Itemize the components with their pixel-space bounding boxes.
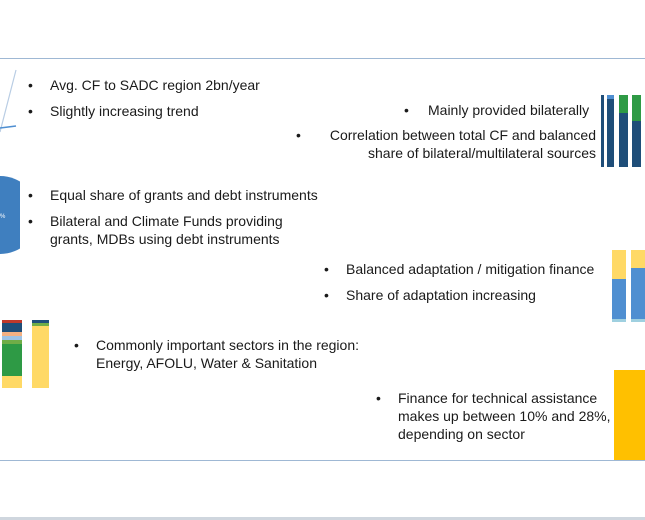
bottom-divider	[0, 460, 645, 461]
bullet-equal-share	[28, 186, 348, 204]
bullet-bilateral-climate-funds	[28, 212, 318, 248]
bullet-glyph: •	[404, 102, 409, 118]
bullet-glyph: •	[376, 390, 381, 406]
bullet-glyph: •	[74, 337, 79, 353]
bullet-adaptation-increasing	[324, 286, 614, 304]
bullet-text: Avg. CF to SADC region 2bn/year	[50, 77, 260, 93]
bullet-glyph: •	[28, 103, 33, 119]
bullet-glyph: •	[324, 261, 329, 277]
bullet-text: Bilateral and Climate Funds providing grants, MDBs using debt instruments	[50, 213, 283, 247]
bullet-mainly-bilateral	[404, 101, 596, 119]
sources-stacked-bars-fragment	[601, 95, 645, 167]
bullet-glyph: •	[28, 77, 33, 93]
bullet-text: Mainly provided bilaterally	[428, 102, 590, 118]
bullet-balanced-adaptation	[324, 260, 614, 278]
bullet-text: Share of adaptation increasing	[346, 287, 536, 303]
bullet-text: Balanced adaptation / mitigation finance	[346, 261, 595, 277]
trend-line-chart-fragment	[0, 68, 18, 134]
top-divider	[0, 58, 645, 59]
bullet-increasing-trend	[28, 102, 328, 120]
bullet-avg-cf	[28, 76, 328, 94]
svg-text:%: %	[0, 214, 6, 220]
bullet-text: Finance for technical assistance makes up between 10% and 28%, depending on sector	[398, 390, 611, 442]
sectors-stacked-bars-fragment	[0, 320, 52, 388]
bullet-glyph: •	[28, 213, 33, 229]
bullet-text: Commonly important sectors in the region: Energy, AFOLU, Water & Sanitation	[96, 337, 359, 371]
bullet-text: Equal share of grants and debt instruments	[50, 187, 318, 203]
bullet-text: Correlation between total CF and balanced share of bilateral/multilateral sources	[329, 127, 596, 161]
bullet-glyph: •	[324, 287, 329, 303]
adaptation-stacked-bars-fragment	[612, 250, 645, 322]
bullet-important-sectors	[74, 336, 374, 372]
bullet-correlation	[296, 126, 596, 162]
bullet-glyph: •	[296, 127, 301, 143]
bullet-technical-assistance	[376, 389, 616, 443]
bullet-glyph: •	[28, 187, 33, 203]
instrument-pie-chart-fragment	[0, 176, 20, 254]
bullet-text: Slightly increasing trend	[50, 103, 199, 119]
technical-assistance-bar-fragment	[614, 370, 645, 460]
